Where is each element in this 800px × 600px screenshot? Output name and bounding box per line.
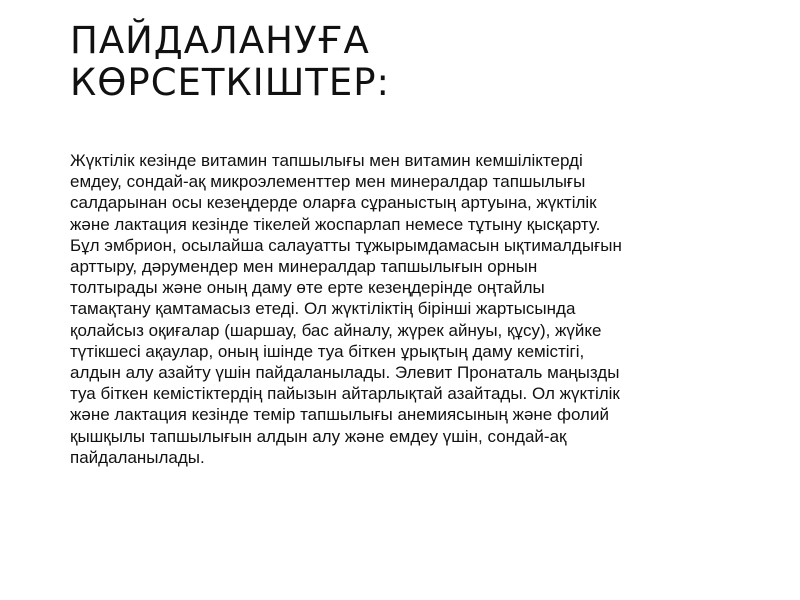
slide-body-text: Жүктілік кезінде витамин тапшылығы мен витамин кемшіліктерді емдеу, сондай-ақ микроэлементтер мен минералдар тапшылығы салдарынан осы кезеңдерде оларға сұраныстың артуына, жүктілік және лактация кезінде тікелей жоспарлап немесе тұтыну қысқарту. Бұл эмбрион, осылайша салауатты тұжырымдамасын ықтималдығын арттыру, дәрумендер мен минералдар тапшылығын орнын толтырады және оның даму өте ерте кезеңдерінде оңтайлы тамақтану қамтамасыз етеді. Ол жүктіліктің бірінші жартысында қолайсыз оқиғалар (шаршау, бас айналу, жүрек айнуы, құсу), жүйке түтікшесі ақаулар, оның ішінде туа біткен ұрықтың даму кемістігі, алдын алу азайту үшін пайдаланылады. Элевит Пронаталь маңызды туа біткен кемістіктердің пайызын айтарлықтай азайтады. Ол жүктілік және лактация кезінде темір тапшылығы анемиясының және фолий қышқылы тапшылығын алдын алу және емдеу үшін, сондай-ақ пайдаланылады.	[70, 151, 622, 467]
slide-title: ПАЙДАЛАНУҒА КӨРСЕТКІШТЕР:	[70, 19, 391, 104]
